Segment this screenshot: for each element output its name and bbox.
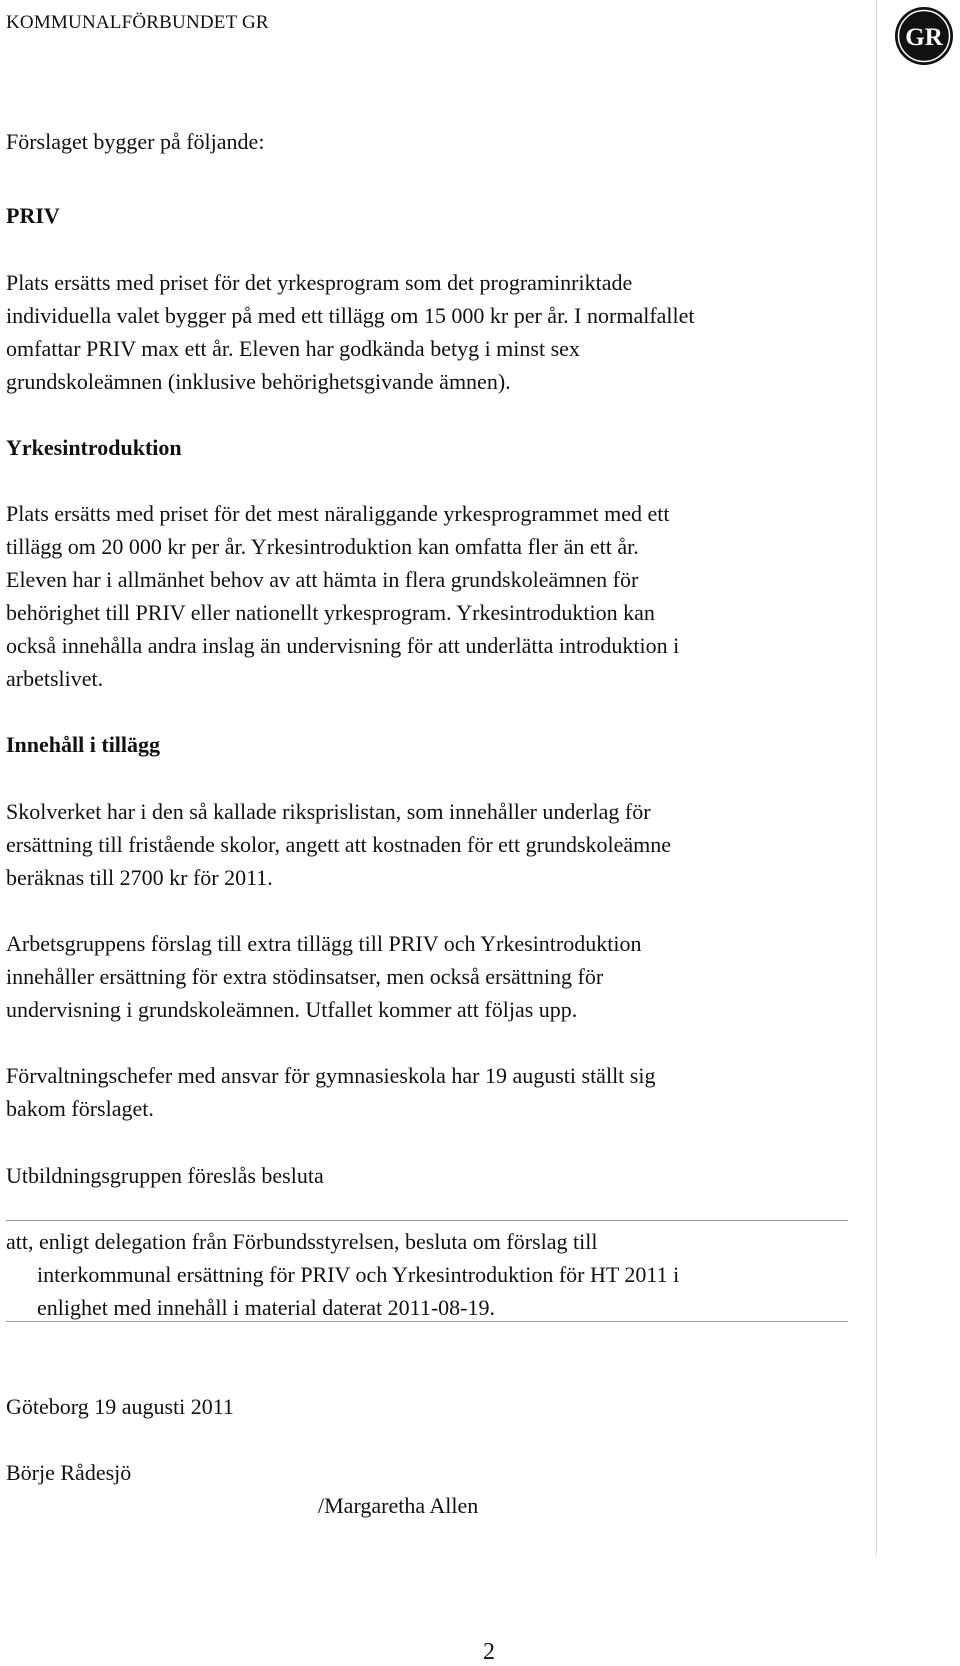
- page-number: 2: [483, 1639, 495, 1665]
- organization-header: KOMMUNALFÖRBUNDET GR: [6, 12, 269, 33]
- yrkesintroduktion-line: tillägg om 20 000 kr per år. Yrkesintroduktion kan omfatta fler än ett år.: [6, 534, 639, 559]
- yrkesintroduktion-line: Plats ersätts med priset för det mest näraliggande yrkesprogrammet med ett: [6, 501, 670, 526]
- yrkesintroduktion-line: arbetslivet.: [6, 666, 104, 691]
- signer-name: /Margaretha Allen: [318, 1493, 479, 1518]
- yrkesintroduktion-line: också innehålla andra inslag än undervisning för att underlätta introduktion i: [6, 633, 680, 658]
- innehall-heading: Innehåll i tillägg: [6, 732, 161, 757]
- yrkesintroduktion-line: behörighet till PRIV eller nationellt yrkesprogram. Yrkesintroduktion kan: [6, 600, 655, 625]
- innehall-line: undervisning i grundskoleämnen. Utfallet kommer att följas upp.: [6, 997, 578, 1022]
- innehall-line: innehåller ersättning för extra stödinsatser, men också ersättning för: [6, 964, 604, 989]
- place-date: Göteborg 19 augusti 2011: [6, 1394, 234, 1419]
- decision-block: [6, 1225, 679, 1324]
- margin-line: [876, 0, 877, 1555]
- intro-text: Förslaget bygger på följande:: [6, 129, 265, 154]
- decision-bottom-rule: [6, 1321, 848, 1322]
- yrkesintroduktion-line: Eleven har i allmänhet behov av att hämta in flera grundskoleämnen för: [6, 567, 639, 592]
- priv-heading: PRIV: [6, 203, 60, 228]
- gr-logo-icon: [893, 5, 955, 67]
- innehall-line: beräknas till 2700 kr för 2011.: [6, 865, 273, 890]
- priv-line: Plats ersätts med priset för det yrkesprogram som det programinriktade: [6, 270, 633, 295]
- proposal-heading: Utbildningsgruppen föreslås besluta: [6, 1163, 324, 1188]
- decision-top-rule: [6, 1220, 848, 1221]
- yrkesintroduktion-heading: Yrkesintroduktion: [6, 435, 182, 460]
- innehall-line: Arbetsgruppens förslag till extra tillägg till PRIV och Yrkesintroduktion: [6, 931, 642, 956]
- innehall-line: bakom förslaget.: [6, 1096, 154, 1121]
- logo-text: GR: [905, 24, 943, 51]
- priv-line: grundskoleämnen (inklusive behörighetsgivande ämnen).: [6, 369, 511, 394]
- innehall-line: Skolverket har i den så kallade riksprislistan, som innehåller underlag för: [6, 799, 651, 824]
- innehall-line: Förvaltningschefer med ansvar för gymnasieskola har 19 augusti ställt sig: [6, 1063, 656, 1088]
- decision-line: att, enligt delegation från Förbundsstyrelsen, besluta om förslag till: [6, 1229, 598, 1254]
- innehall-line: ersättning till fristående skolor, angett att kostnaden för ett grundskoleämne: [6, 832, 672, 857]
- decision-line: enlighet med innehåll i material daterat 2011-08-19.: [37, 1295, 495, 1320]
- decision-line: interkommunal ersättning för PRIV och Yrkesintroduktion för HT 2011 i: [37, 1262, 680, 1287]
- priv-line: omfattar PRIV max ett år. Eleven har godkända betyg i minst sex: [6, 336, 580, 361]
- signer-name: Börje Rådesjö: [6, 1460, 132, 1485]
- priv-line: individuella valet bygger på med ett tillägg om 15 000 kr per år. I normalfallet: [6, 303, 695, 328]
